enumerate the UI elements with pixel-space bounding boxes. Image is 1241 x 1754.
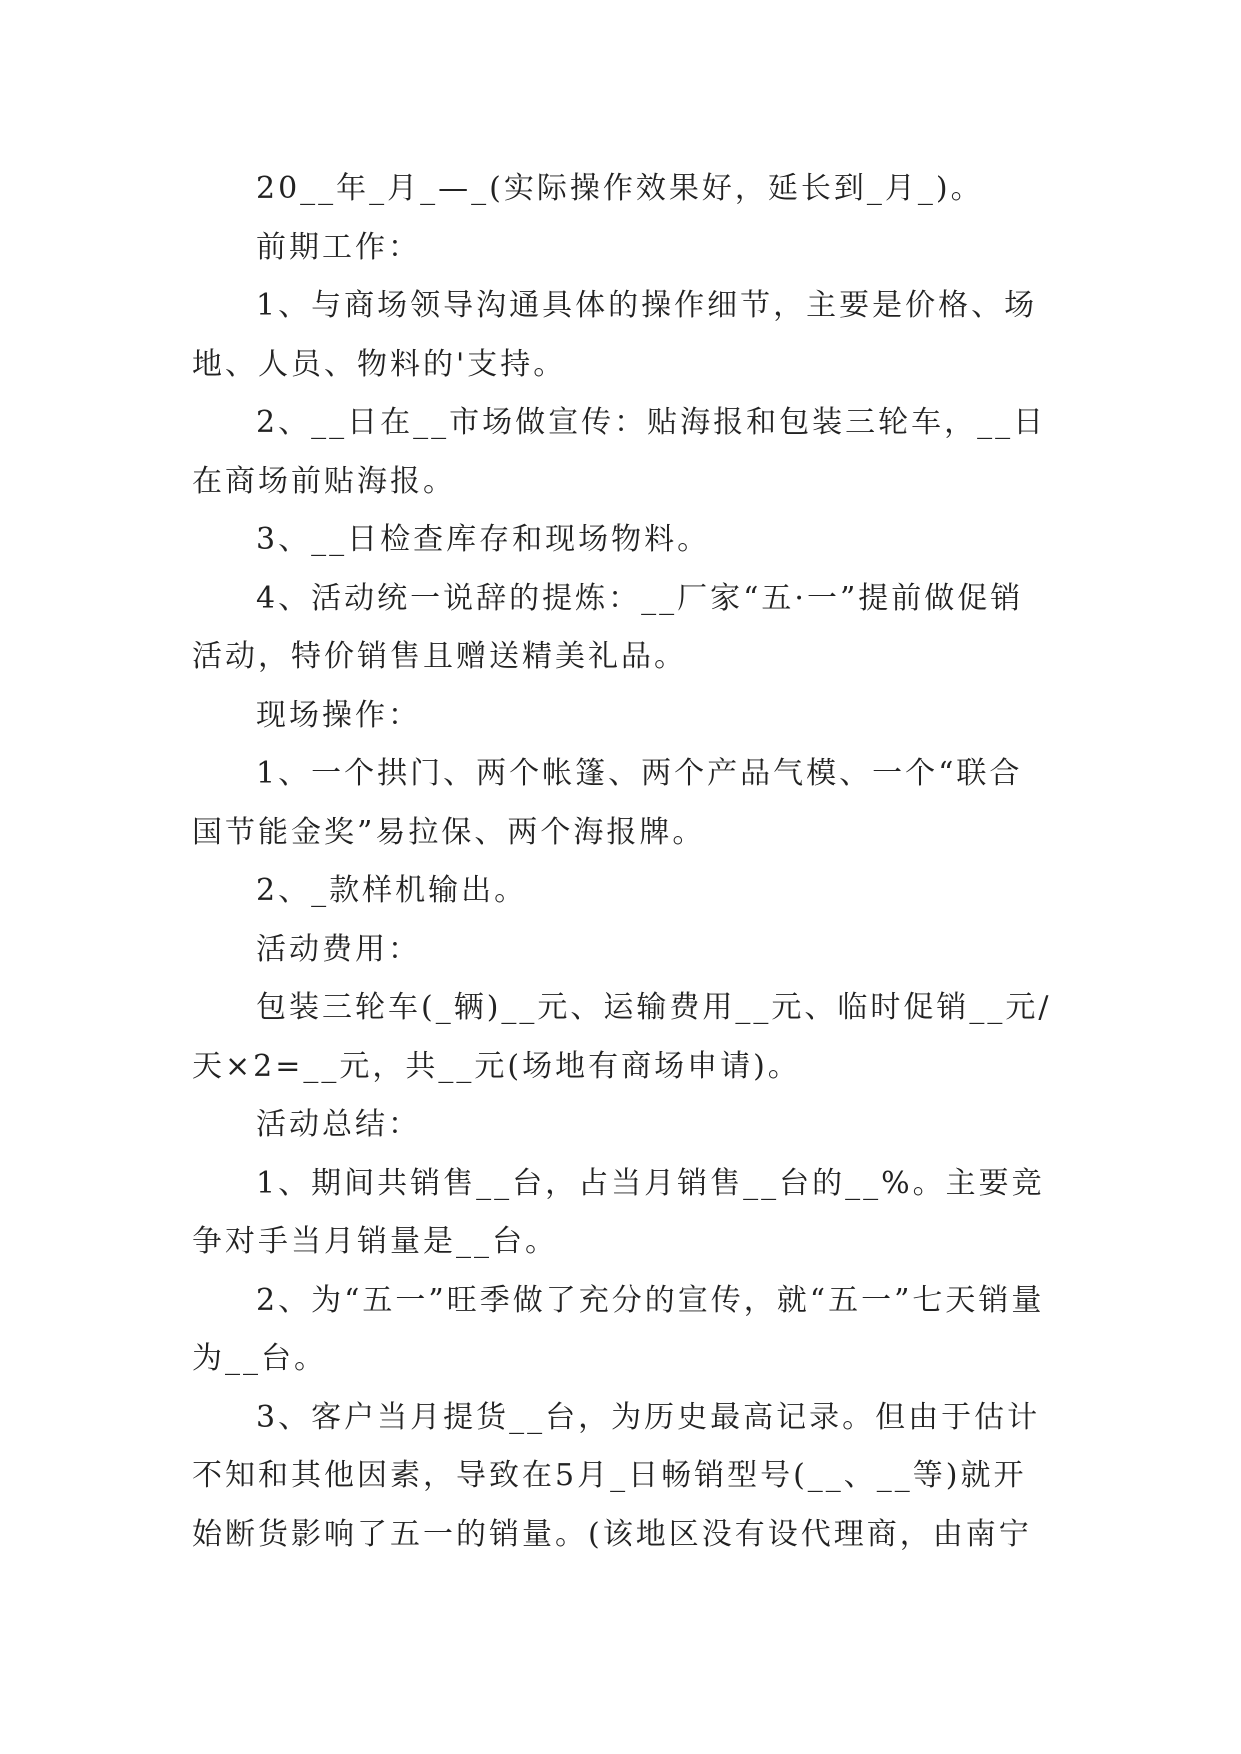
paragraph-prep-item-3: 3、__日检查库存和现场物料。	[256, 522, 711, 557]
heading-activity-summary: 活动总结：	[256, 1107, 421, 1142]
paragraph-cost-detail: 包装三轮车(_辆)__元、运输费用__元、临时促销__元/天×2=__元，共__元(场地有商场申请)。	[192, 990, 1052, 1084]
paragraph-prep-item-2: 2、__日在__市场做宣传：贴海报和包装三轮车，__日在商场前贴海报。	[192, 405, 1047, 499]
paragraph-summary-item-3: 3、客户当月提货__台，为历史最高记录。但由于估计不知和其他因素，导致在5月_日畅销型号(__、__等)就开始断货影响了五一的销量。(该地区没有设代理商，由南宁	[192, 1399, 1041, 1552]
paragraph-summary-item-2: 2、为“五一”旺季做了充分的宣传，就“五一”七天销量为__台。	[192, 1282, 1045, 1376]
paragraph-summary-item-1: 1、期间共销售__台，占当月销售__台的__%。主要竞争对手当月销量是__台。	[192, 1165, 1045, 1259]
paragraph-onsite-item-1: 1、一个拱门、两个帐篷、两个产品气模、一个“联合国节能金奖”易拉保、两个海报牌。	[192, 756, 1023, 850]
heading-activity-cost: 活动费用：	[256, 931, 421, 967]
paragraph-prep-item-4: 4、活动统一说辞的提炼：__厂家“五·一”提前做促销活动，特价销售且赠送精美礼品。	[192, 580, 1024, 674]
paragraph-date-range: 20__年_月_—_(实际操作效果好，延长到_月_)。	[256, 171, 984, 206]
paragraph-prep-item-1: 1、与商场领导沟通具体的操作细节，主要是价格、场地、人员、物料的'支持。	[192, 288, 1038, 382]
document-body	[192, 160, 1052, 1564]
heading-preparation: 前期工作：	[256, 229, 421, 265]
heading-onsite-operation: 现场操作：	[256, 697, 421, 733]
paragraph-onsite-item-2: 2、_款样机输出。	[256, 873, 528, 908]
